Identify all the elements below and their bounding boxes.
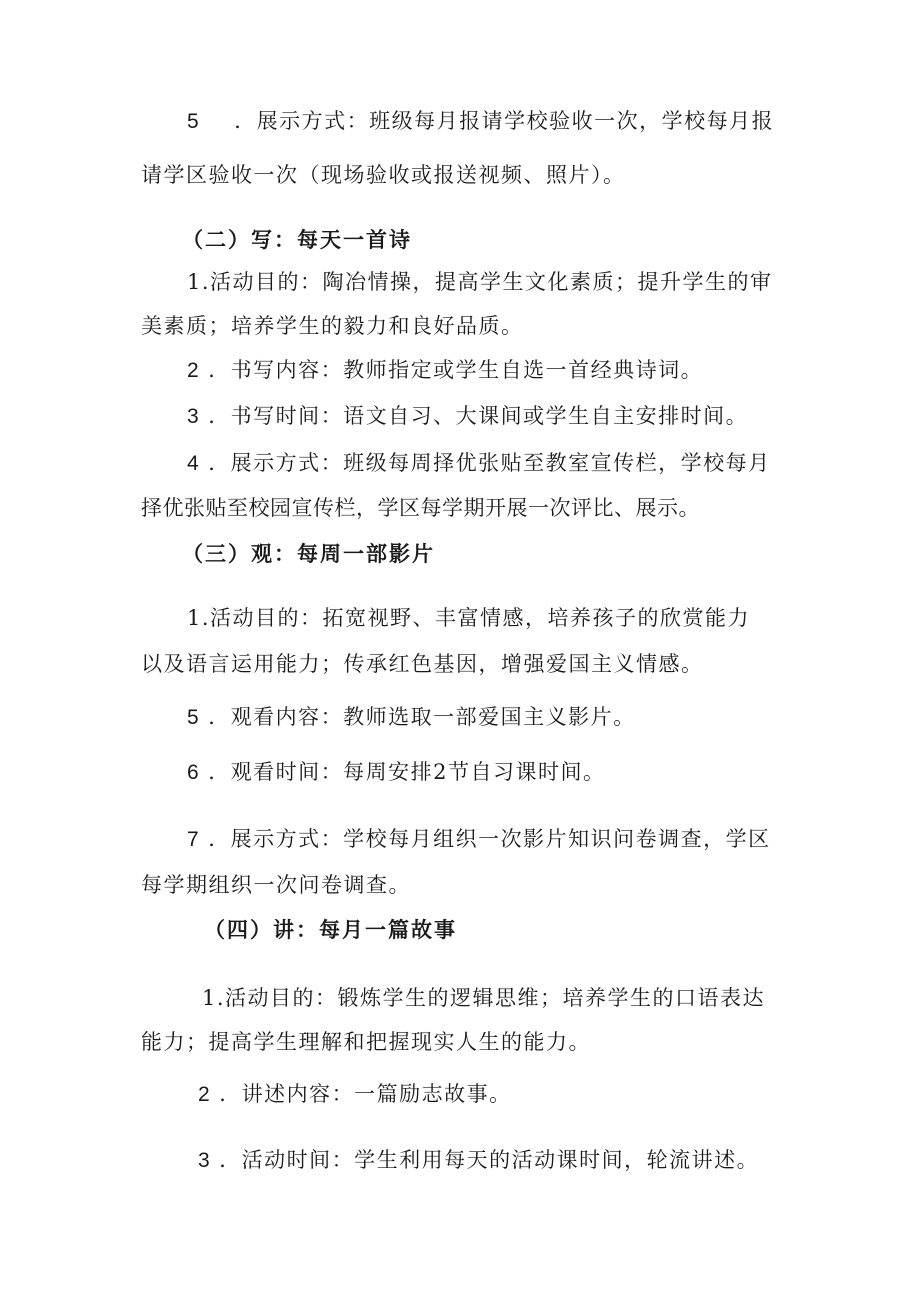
- list-number: 5: [187, 706, 201, 729]
- paragraph-line: [187, 824, 771, 855]
- section-heading: （二）写：每天一首诗: [182, 228, 412, 252]
- line-text: ．书写时间：语文自习、大课间或学生自主安排时间。: [208, 404, 749, 428]
- list-number: 7: [187, 828, 201, 851]
- paragraph-line: [187, 448, 771, 479]
- line-text: ．观看时间：每周安排2节自习课时间。: [208, 760, 606, 784]
- paragraph-line: 每学期组织一次问卷调查。: [141, 873, 411, 897]
- paragraph-line: [198, 1145, 759, 1176]
- paragraph-line: 1.活动目的：拓宽视野、丰富情感，培养孩子的欣赏能力: [187, 606, 751, 630]
- line-text: ．观看内容：教师选取一部爱国主义影片。: [208, 705, 636, 729]
- paragraph-line: [187, 757, 606, 788]
- list-number: 6: [187, 761, 201, 784]
- list-number: 2: [198, 1083, 212, 1106]
- paragraph-line: [198, 1079, 512, 1110]
- paragraph-line: [187, 355, 703, 386]
- line-text: ．书写内容：教师指定或学生自选一首经典诗词。: [208, 358, 704, 382]
- section-heading: （三）观：每周一部影片: [182, 542, 435, 566]
- line-text: ．展示方式：班级每周择优张贴至教室宣传栏，学校每月: [208, 451, 771, 475]
- paragraph-line: 以及语言运用能力；传承红色基因，增强爱国主义情感。: [141, 652, 704, 676]
- paragraph-line: [187, 401, 748, 432]
- list-number: 3: [187, 405, 201, 428]
- paragraph-line: 美素质；培养学生的毅力和良好品质。: [141, 314, 524, 338]
- line-text: ．展示方式：学校每月组织一次影片知识问卷调查，学区: [208, 827, 771, 851]
- line-text: ．活动时间：学生利用每天的活动课时间，轮流讲述。: [219, 1148, 760, 1172]
- paragraph-line: 请学区验收一次（现场验收或报送视频、照片）。: [141, 163, 626, 187]
- line-text: ．讲述内容：一篇励志故事。: [219, 1082, 512, 1106]
- list-number: 2: [187, 359, 201, 382]
- list-number: 4: [187, 452, 201, 475]
- paragraph-line: 择优张贴至校园宣传栏，学区每学期开展一次评比、展示。: [141, 496, 700, 520]
- paragraph-line: 1.活动目的：陶冶情操，提高学生文化素质；提升学生的审: [187, 270, 773, 294]
- paragraph-line: 能力；提高学生理解和把握现实人生的能力。: [141, 1030, 591, 1054]
- list-number: 3: [198, 1149, 212, 1172]
- line-text: ．展示方式：班级每月报请学校验收一次，学校每月报: [234, 109, 775, 133]
- paragraph-line: [187, 702, 636, 733]
- paragraph-line: 1.活动目的：锻炼学生的逻辑思维；培养学生的口语表达: [202, 986, 766, 1010]
- list-number: 5: [187, 110, 201, 133]
- paragraph-line: [187, 106, 774, 137]
- section-heading: （四）讲：每月一篇故事: [204, 918, 457, 942]
